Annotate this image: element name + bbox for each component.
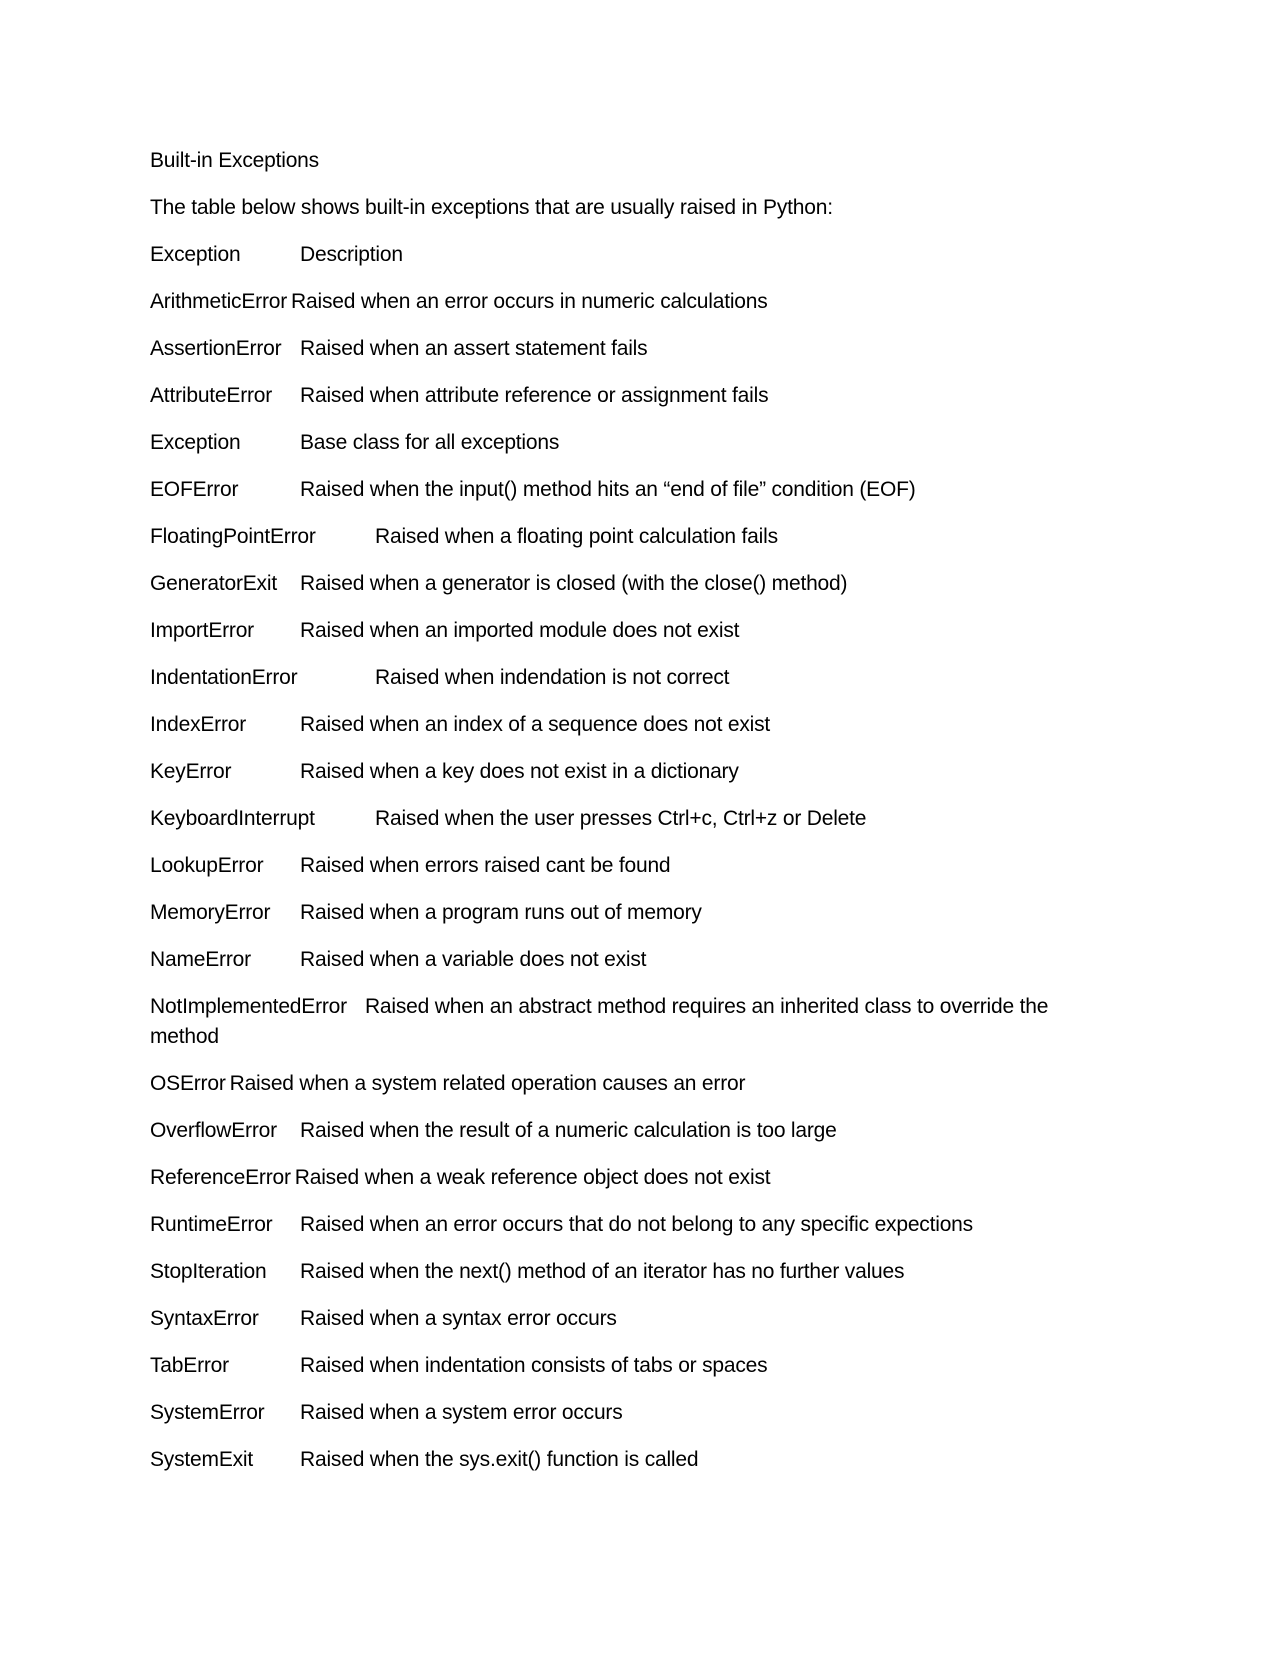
exception-name: EOFError bbox=[150, 478, 239, 501]
exception-description: Raised when an abstract method requires an inherited class to override the method bbox=[150, 995, 1049, 1048]
exception-name: IndentationError bbox=[150, 666, 298, 689]
table-row bbox=[150, 428, 1090, 458]
table-row bbox=[150, 1069, 1090, 1099]
exception-description: Raised when errors raised cant be found bbox=[300, 854, 671, 877]
exception-name: MemoryError bbox=[150, 901, 271, 924]
exception-description: Raised when indentation consists of tabs or spaces bbox=[300, 1354, 768, 1377]
table-row bbox=[150, 569, 1090, 599]
table-row bbox=[150, 1445, 1090, 1475]
table-row bbox=[150, 898, 1090, 928]
table-row bbox=[150, 1398, 1090, 1428]
exception-description: Raised when a floating point calculation fails bbox=[375, 525, 778, 548]
exception-description: Raised when an assert statement fails bbox=[300, 337, 648, 360]
exception-name: SyntaxError bbox=[150, 1307, 259, 1330]
exception-name: KeyError bbox=[150, 760, 232, 783]
exception-name: SystemError bbox=[150, 1401, 265, 1424]
exception-name: ReferenceError bbox=[150, 1166, 291, 1189]
exception-name: RuntimeError bbox=[150, 1213, 273, 1236]
exception-description: Raised when the input() method hits an “end of file” condition (EOF) bbox=[300, 478, 916, 501]
exception-description: Raised when the result of a numeric calculation is too large bbox=[300, 1119, 837, 1142]
exception-description: Raised when the sys.exit() function is called bbox=[300, 1448, 699, 1471]
document-body bbox=[150, 146, 1090, 1492]
exception-description: Raised when a syntax error occurs bbox=[300, 1307, 617, 1330]
exception-name: NameError bbox=[150, 948, 251, 971]
exception-description: Raised when an error occurs that do not belong to any specific expections bbox=[300, 1213, 973, 1236]
exception-name: AttributeError bbox=[150, 384, 273, 407]
table-row bbox=[150, 757, 1090, 787]
table-row bbox=[150, 1163, 1090, 1193]
table-row bbox=[150, 1351, 1090, 1381]
exception-description: Raised when the user presses Ctrl+c, Ctrl+z or Delete bbox=[375, 807, 867, 830]
exception-name: OverflowError bbox=[150, 1119, 277, 1142]
exception-description: Raised when a system related operation causes an error bbox=[229, 1072, 746, 1095]
exception-description: Raised when a generator is closed (with the close() method) bbox=[300, 572, 848, 595]
exception-description: Base class for all exceptions bbox=[300, 431, 560, 454]
exception-name: TabError bbox=[150, 1354, 229, 1377]
table-row bbox=[150, 522, 1090, 552]
table-row bbox=[150, 334, 1090, 364]
exception-description: Raised when an index of a sequence does not exist bbox=[300, 713, 771, 736]
exception-description: Raised when the next() method of an iterator has no further values bbox=[300, 1260, 905, 1283]
exception-description: Raised when a program runs out of memory bbox=[300, 901, 702, 924]
table-row bbox=[150, 1210, 1090, 1240]
document-title: Built-in Exceptions bbox=[150, 149, 319, 172]
exception-name: SystemExit bbox=[150, 1448, 254, 1471]
header-description: Description bbox=[300, 243, 403, 266]
exception-name: ArithmeticError bbox=[150, 290, 288, 313]
table-row bbox=[150, 851, 1090, 881]
exception-name: ImportError bbox=[150, 619, 254, 642]
exception-description: Raised when a variable does not exist bbox=[300, 948, 647, 971]
table-row bbox=[150, 475, 1090, 505]
exception-description: Raised when indendation is not correct bbox=[375, 666, 730, 689]
table-row bbox=[150, 710, 1090, 740]
exception-name: KeyboardInterrupt bbox=[150, 807, 315, 830]
exception-name: Exception bbox=[150, 431, 241, 454]
table-row bbox=[150, 616, 1090, 646]
exception-description: Raised when a weak reference object does not exist bbox=[294, 1166, 771, 1189]
exception-name: NotImplementedError bbox=[150, 995, 347, 1018]
table-header-row bbox=[150, 240, 1090, 270]
table-row bbox=[150, 287, 1090, 317]
table-row bbox=[150, 1304, 1090, 1334]
exception-name: IndexError bbox=[150, 713, 247, 736]
exception-description: Raised when an imported module does not exist bbox=[300, 619, 740, 642]
table-row bbox=[150, 663, 1090, 693]
table-row bbox=[150, 945, 1090, 975]
table-row bbox=[150, 1257, 1090, 1287]
exception-description: Raised when attribute reference or assignment fails bbox=[300, 384, 769, 407]
exception-description: Raised when an error occurs in numeric calculations bbox=[291, 290, 768, 313]
exception-name: OSError bbox=[150, 1072, 226, 1095]
exception-name: GeneratorExit bbox=[150, 572, 277, 595]
exception-description: Raised when a key does not exist in a dictionary bbox=[300, 760, 739, 783]
intro-text: The table below shows built-in exceptions that are usually raised in Python: bbox=[150, 196, 833, 219]
table-row bbox=[150, 804, 1090, 834]
exception-name: AssertionError bbox=[150, 337, 282, 360]
exception-description: Raised when a system error occurs bbox=[300, 1401, 623, 1424]
exception-name: FloatingPointError bbox=[150, 525, 316, 548]
exception-name: LookupError bbox=[150, 854, 264, 877]
table-row bbox=[150, 381, 1090, 411]
table-row bbox=[150, 1116, 1090, 1146]
table-row bbox=[150, 992, 1090, 1052]
exception-name: StopIteration bbox=[150, 1260, 267, 1283]
header-exception: Exception bbox=[150, 243, 241, 266]
